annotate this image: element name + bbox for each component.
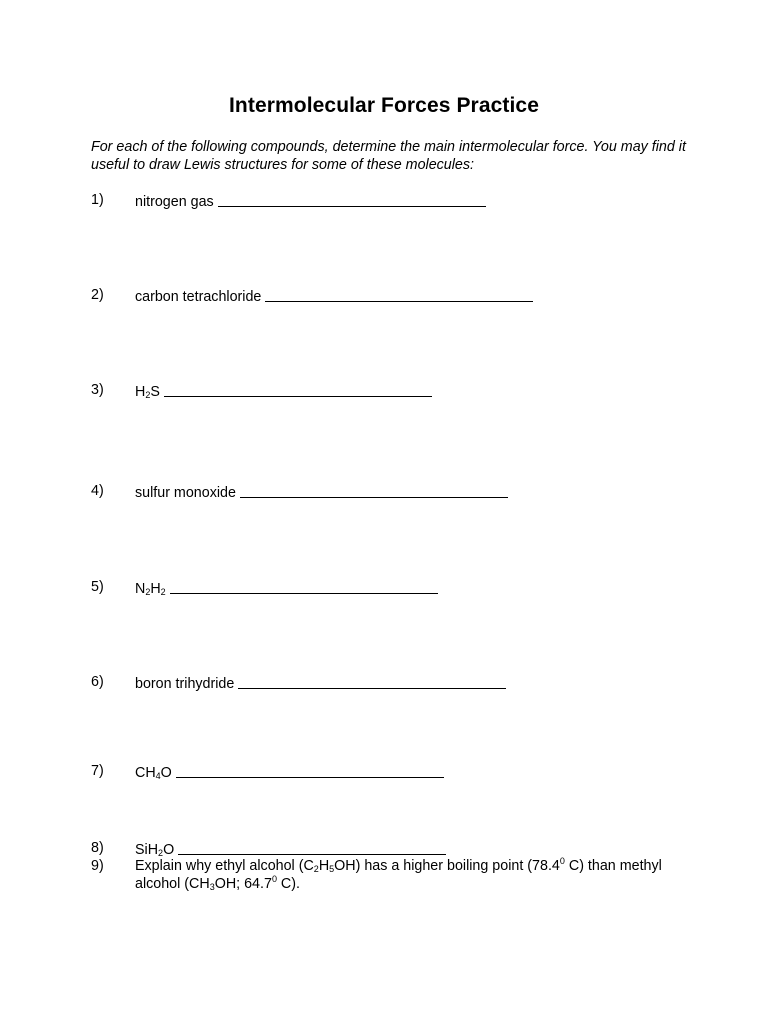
question-number: 1): [91, 192, 104, 208]
answer-blank[interactable]: [170, 579, 438, 594]
question-number: 2): [91, 287, 104, 303]
answer-blank[interactable]: [238, 674, 506, 689]
instructions-text: For each of the following compounds, determine the main intermolecular force. You may find it useful to draw Lewis structures for some of these molecules:: [91, 139, 686, 173]
answer-blank[interactable]: [240, 483, 508, 498]
question-label: SiH$_2$O: [135, 839, 446, 859]
question-label: boron trihydride: [135, 673, 506, 693]
question-number: 3): [91, 382, 104, 398]
page-title: Intermolecular Forces Practice: [229, 94, 539, 117]
question-number: 6): [91, 674, 104, 690]
answer-blank[interactable]: [265, 287, 533, 302]
question-number: 5): [91, 579, 104, 595]
answer-blank[interactable]: [218, 192, 486, 207]
question-label: sulfur monoxide: [135, 482, 508, 502]
question-label: nitrogen gas: [135, 191, 486, 211]
question-label: carbon tetrachloride: [135, 286, 533, 306]
question-number: 8): [91, 840, 104, 856]
answer-blank[interactable]: [164, 382, 432, 397]
question-number: 7): [91, 763, 104, 779]
question-label: $N_2H_2$: [135, 578, 438, 598]
answer-blank[interactable]: [178, 840, 446, 855]
question-number: 4): [91, 483, 104, 499]
answer-blank[interactable]: [176, 763, 444, 778]
question-label: $CH_4O$: [135, 762, 444, 782]
question-label: Explain why ethyl alcohol $(C_2H_5OH)$ has a higher boiling point (78.4$^0$ C) than methyl alcohol ($CH_3OH$; 64.7$^0$ C).: [135, 856, 662, 892]
question-label: $H_2S$: [135, 381, 432, 401]
question-number: 9): [91, 858, 104, 874]
